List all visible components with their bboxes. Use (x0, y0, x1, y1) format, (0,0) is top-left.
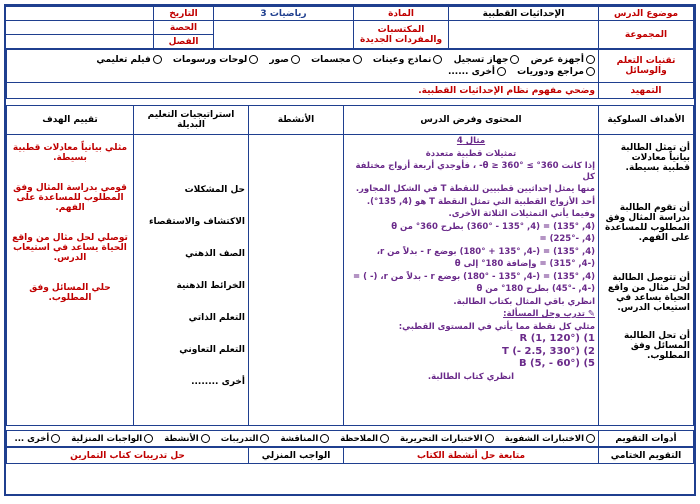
assess-activities[interactable]: الأنشطة (164, 434, 210, 444)
content-footer: انظري كتاب الطالبة. (427, 371, 515, 382)
tool-charts[interactable]: لوحات ورسومات (173, 55, 258, 65)
content-line: (-4, -45°) بطرح 180° من θ (476, 284, 595, 294)
final-book-activities: متابعة حل أنشطة الكتاب (344, 448, 599, 464)
final-label: التقويم الختامي (599, 448, 694, 464)
strategy-item: الاكتشاف والاستقصاء (148, 217, 245, 227)
objectives-list (599, 135, 694, 426)
evaluation-list (7, 135, 134, 426)
assess-oral[interactable]: الاختبارات الشفوية (505, 434, 595, 444)
objective-item: أن تتوصل الطالبة لحل مثال من واقع الحياة يساعد في استيعاب الدرس. (607, 273, 690, 313)
radio-icon[interactable] (144, 434, 153, 443)
header-table (5, 6, 694, 49)
radio-icon[interactable] (380, 434, 389, 443)
period-label: الحصة (154, 21, 214, 35)
objective-item: أن تمثل الطالبة بيانياً معادلات قطبية بسيطة. (620, 143, 690, 173)
strategies-header: استراتيجيات التعليم البديلة (134, 106, 249, 135)
class-value (6, 35, 154, 49)
radio-icon[interactable] (260, 434, 269, 443)
evaluation-item: حلي المسائل وفق المطلوب. (29, 283, 111, 303)
tool-film[interactable]: فيلم تعليمي (96, 55, 161, 65)
strategies-list (134, 135, 249, 426)
homework-label: الواجب المنزلي (249, 448, 344, 464)
evaluation-item: توصلي لحل مثال من واقع الحياة يساعد في استيعاب الدرس. (12, 233, 128, 263)
content-line: وفيما يأتي التمثيلات الثلاثة الأخرى. (448, 209, 595, 219)
evaluation-item: مثلي بيانياً معادلات قطبية بسيطة. (12, 143, 128, 163)
intro-label: التمهيد (599, 83, 694, 99)
objective-item: أن تحل الطالبة المسائل وفق المطلوب. (623, 331, 690, 361)
strategy-item: أخرى ........ (191, 377, 245, 387)
point-item: R (1, 120°) (1 (519, 333, 595, 344)
tool-references[interactable]: مراجع ودوريات (517, 67, 595, 77)
topic-value: الإحداثيات القطبية (449, 7, 599, 21)
intro-text: وضحي مفهوم نظام الإحداثيات القطبية. (7, 83, 599, 99)
content-line: منها يمثل إحداثيين قطبيين للنقطة T في الشكل المجاور. (355, 184, 595, 194)
objectives-header: الأهداف السلوكية (599, 106, 694, 135)
tool-models[interactable]: نماذج وعينات (373, 55, 443, 65)
final-table (6, 447, 694, 464)
subject-value: رياضيات 3 (214, 7, 354, 21)
radio-icon[interactable] (510, 55, 519, 64)
content-line: إذا كانت 360° ≥ θ ≥ 360°- ، فأوجدي أربعة أزواج مختلفة كل (355, 161, 595, 182)
strategy-item: الصف الذهني (185, 249, 245, 259)
date-label: التاريخ (154, 7, 214, 21)
tools-table (6, 49, 694, 99)
example-subtitle: تمثيلات قطبية متعددة (425, 148, 517, 159)
radio-icon[interactable] (201, 434, 210, 443)
main-table (6, 105, 694, 426)
point-item: T (- 2.5, 330°) (2 (502, 345, 595, 357)
activities-header: الأنشطة (249, 106, 344, 135)
radio-icon[interactable] (249, 55, 258, 64)
radio-icon[interactable] (291, 55, 300, 64)
vocab-value (214, 21, 354, 49)
content-line: أحد الأزواج القطبية التي تمثل النقطة T هو (4, 135°). (366, 196, 595, 207)
radio-icon[interactable] (497, 67, 506, 76)
radio-icon[interactable] (353, 55, 362, 64)
radio-icon[interactable] (586, 434, 595, 443)
assess-exercises[interactable]: التدريبات (221, 434, 270, 444)
tools-options (7, 50, 599, 83)
period-value (6, 21, 154, 35)
strategy-item: التعلم الذاتي (188, 313, 245, 323)
radio-icon[interactable] (51, 434, 60, 443)
assess-homework[interactable]: الواجبات المنزلية (71, 434, 153, 444)
radio-icon[interactable] (485, 434, 494, 443)
content-line: (4, 135°) = (-4, 135° - 180°) بوضع r - بدلاً من r، (- ) = (353, 271, 595, 282)
check-title: ✎ تدرب وحل المسألة: (503, 309, 595, 319)
radio-icon[interactable] (433, 55, 442, 64)
content-line: (4, -225°) = (539, 234, 595, 244)
assessment-label: أدوات التقويم (599, 431, 694, 447)
radio-icon[interactable] (153, 55, 162, 64)
date-value (6, 7, 154, 21)
tool-other[interactable]: أخرى ...... (448, 67, 506, 77)
vocab-label: المكتسبات والمفردات الجديدة (354, 21, 449, 49)
tool-projector[interactable]: أجهزة عرض (531, 55, 595, 65)
activities-body (249, 135, 344, 426)
content-header: المحتوى وفرض الدرس (344, 106, 599, 135)
tools-label: تقنيات التعلم والوسائل (599, 50, 694, 83)
assessment-options (7, 431, 599, 447)
check-prompt: مثلي كل نقطة مما يأتي في المستوى القطبي: (398, 321, 595, 332)
assess-observation[interactable]: الملاحظة (340, 434, 389, 444)
content-line: (-4, 315°) = وإضافة 180° إلى θ (454, 259, 595, 269)
tool-images[interactable]: صور (269, 55, 300, 65)
subject-label: المادة (354, 7, 449, 21)
assess-written[interactable]: الاختبارات التحريرية (400, 434, 494, 444)
group-value (449, 21, 599, 49)
content-line: انظري باقي المثال بكتاب الطالبة. (453, 296, 595, 307)
assess-discussion[interactable]: المناقشة (280, 434, 329, 444)
lesson-plan (4, 4, 696, 496)
tool-solids[interactable]: مجسمات (311, 55, 362, 65)
assessment-table (6, 430, 694, 447)
assess-other[interactable]: أخرى ... (14, 434, 60, 444)
radio-icon[interactable] (586, 67, 595, 76)
class-label: الفصل (154, 35, 214, 49)
pencil-icon: ✎ (584, 309, 595, 319)
strategy-item: الخرائط الذهنية (176, 281, 245, 291)
objective-item: أن تقوم الطالبة بدراسة المثال وفق المطلوب للمساعدة على الفهم. (604, 203, 690, 243)
final-exercises: حل تدريبات كتاب التمارين (7, 448, 249, 464)
example-title: مثال 4 (456, 136, 486, 146)
topic-label: موضوع الدرس (599, 7, 694, 21)
radio-icon[interactable] (586, 55, 595, 64)
strategy-item: حل المشكلات (184, 185, 245, 195)
content-line: (4, 135°) = (-4, 135° + 180°) بوضع r - بدلاً من r، (376, 246, 595, 257)
content-line: (4, 135°) = (4, 135° - 360°) بطرح 360° من θ (391, 221, 595, 232)
group-label: المجموعة (599, 21, 694, 49)
content-body (344, 135, 599, 426)
point-item: B (5, - 60°) (5 (518, 358, 595, 369)
evaluation-header: تقييم الهدف (7, 106, 134, 135)
strategy-item: التعلم التعاوني (179, 345, 245, 355)
evaluation-item: قومي بدراسة المثال وفق المطلوب للمساعدة على الفهم. (13, 183, 127, 213)
tool-recorder[interactable]: جهاز تسجيل (454, 55, 520, 65)
radio-icon[interactable] (320, 434, 329, 443)
